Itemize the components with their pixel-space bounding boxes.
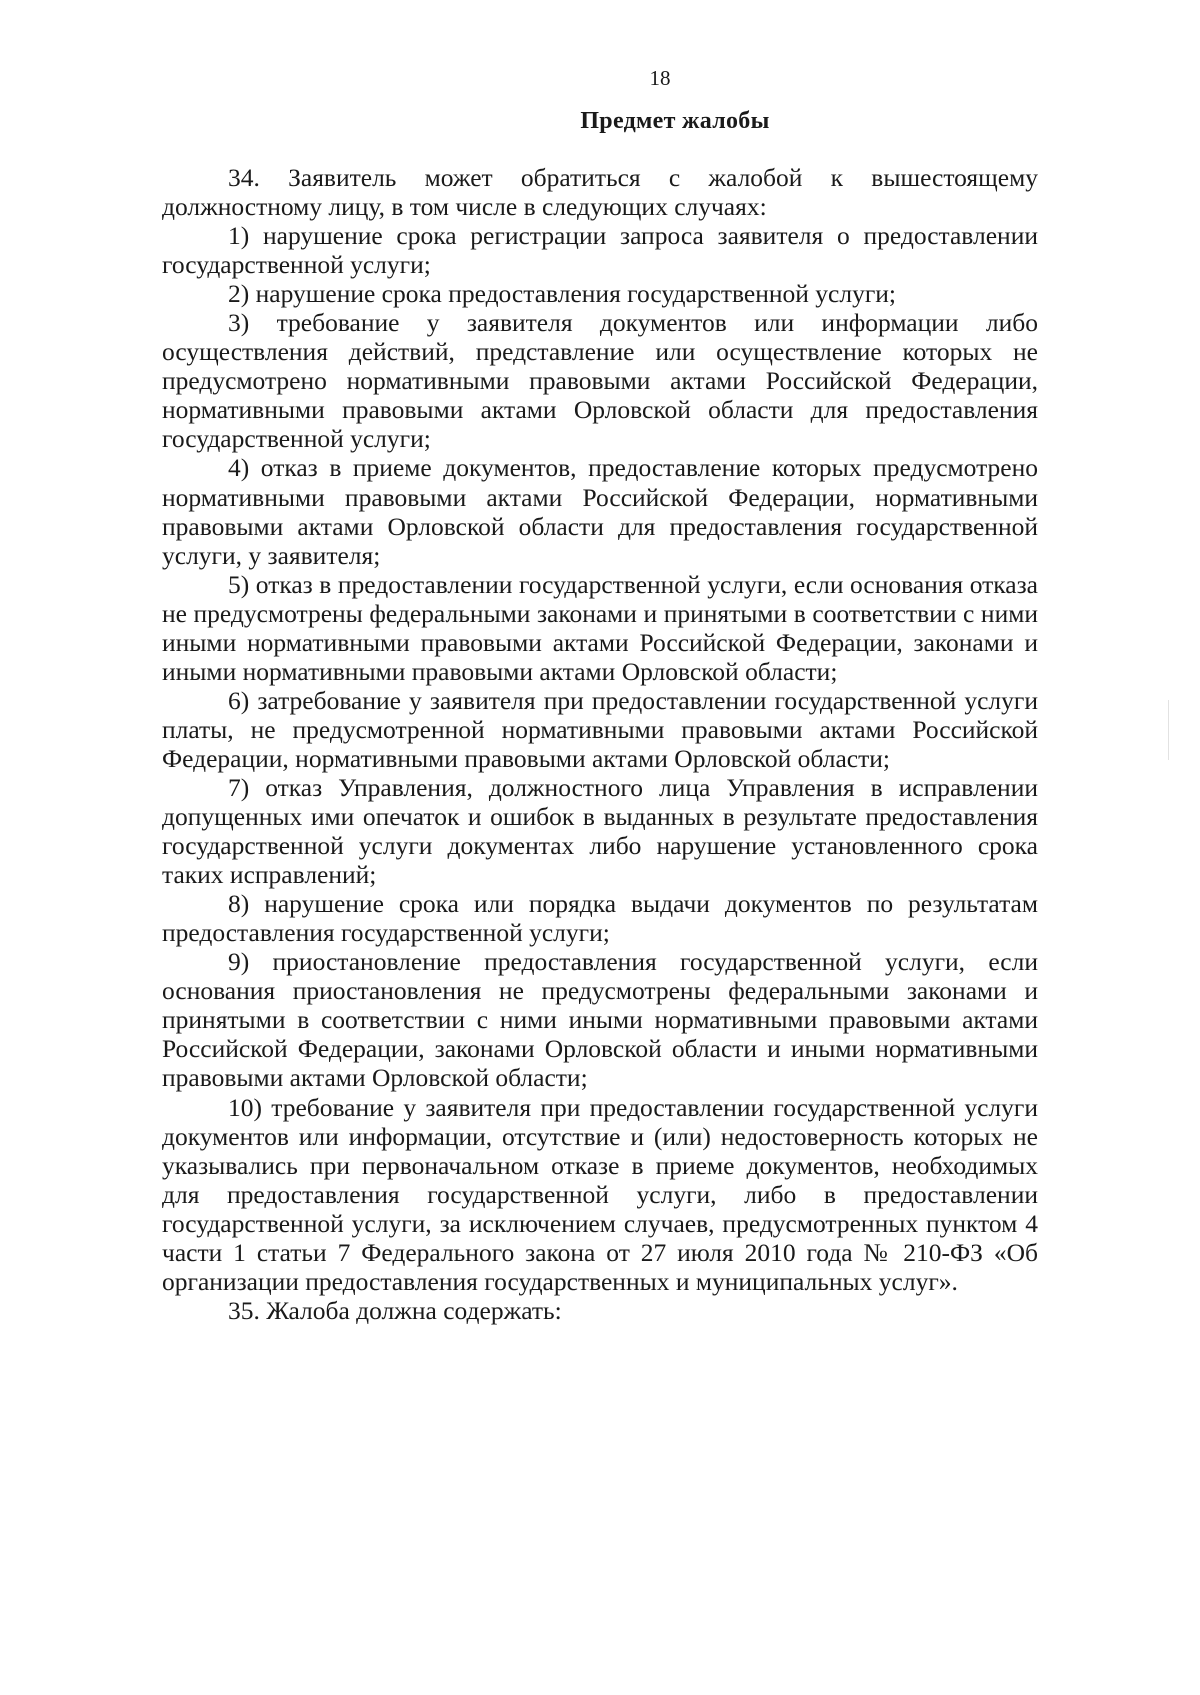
page-number: 18: [649, 66, 671, 90]
section-title: Предмет жалобы: [580, 108, 770, 134]
document-body: [162, 163, 1038, 1325]
list-item-3: 3) требование у заявителя документов или информации либо осуществления действий, представление или осуществление которых не предусмотрено нормативными правовыми актами Российской Федерации, нормативными правовыми актами Орловской области для предоставления государственной услуги;: [162, 308, 1038, 454]
list-item-6: 6) затребование у заявителя при предоставлении государственной услуги платы, не предусмотренной нормативными правовыми актами Российской Федерации, нормативными правовыми актами Орловской области;: [162, 685, 1038, 773]
list-item-4: 4) отказ в приеме документов, предоставление которых предусмотрено нормативными правовыми актами Российской Федерации, нормативными правовыми актами Орловской области для предоставления государственной услуги, у заявителя;: [162, 453, 1038, 570]
scan-artifact-line: [1168, 700, 1169, 760]
list-item-2: 2) нарушение срока предоставления государственной услуги;: [228, 279, 897, 309]
paragraph-34: 34. Заявитель может обратиться с жалобой к вышестоящему должностному лицу, в том числе в следующих случаях:: [162, 163, 1038, 222]
list-item-5: 5) отказ в предоставлении государственной услуги, если основания отказа не предусмотрены федеральными законами и принятыми в соответствии с ними иными нормативными правовыми актами Российской Федерации, законами и иными нормативными правовыми актами Орловской области;: [162, 569, 1038, 686]
list-item-8: 8) нарушение срока или порядка выдачи документов по результатам предоставления государственной услуги;: [162, 889, 1038, 948]
list-item-9: 9) приостановление предоставления государственной услуги, если основания приостановления не предусмотрены федеральными законами и принятыми в соответствии с ними иными нормативными правовыми актами Российской Федерации, законами Орловской области и иными нормативными правовыми актами Орловской области;: [162, 947, 1038, 1093]
list-item-10: 10) требование у заявителя при предоставлении государственной услуги документов или информации, отсутствие и (или) недостоверность которых не указывались при первоначальном отказе в приеме документов, необходимых для предоставления государственной услуги, либо в предоставлении государственной услуги, за исключением случаев, предусмотренных пунктом 4 части 1 статьи 7 Федерального закона от 27 июля 2010 года № 210-ФЗ «Об организации предоставления государственных и муниципальных услуг».: [162, 1092, 1038, 1296]
list-item-1: 1) нарушение срока регистрации запроса заявителя о предоставлении государственной услуги;: [162, 221, 1038, 280]
paragraph-35: 35. Жалоба должна содержать:: [228, 1295, 562, 1325]
list-item-7: 7) отказ Управления, должностного лица Управления в исправлении допущенных ими опечаток и ошибок в выданных в результате предоставления государственной услуги документах либо нарушение установленного срока таких исправлений;: [162, 772, 1038, 890]
